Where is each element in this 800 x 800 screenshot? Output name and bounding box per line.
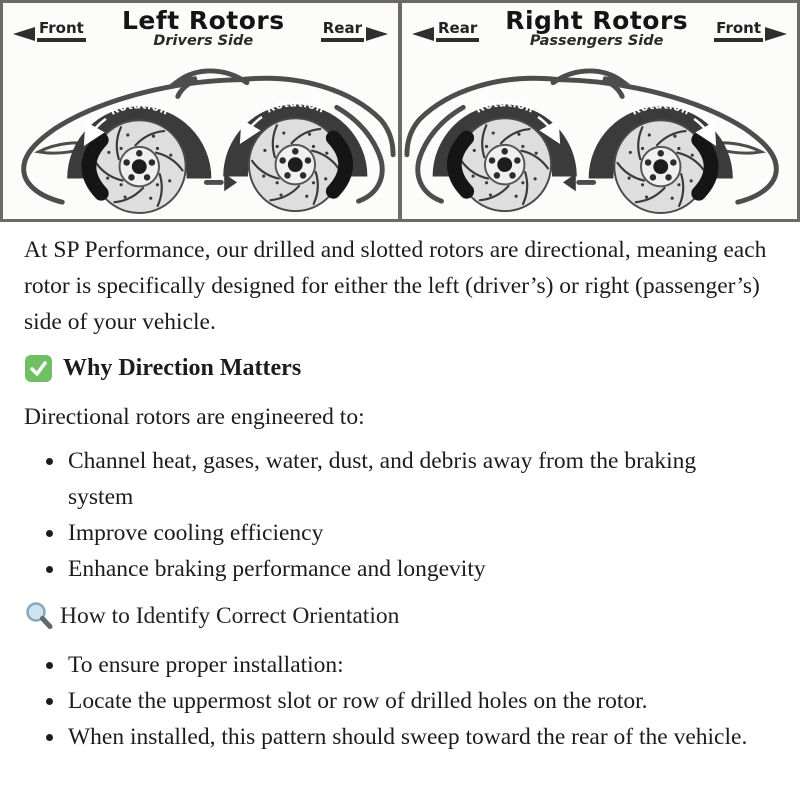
rotation-label: Rotation <box>629 98 693 118</box>
section-heading-identify-orientation <box>24 601 770 631</box>
list-item: • When installed, this pattern should sweep toward the rear of the vehicle. <box>66 719 766 755</box>
direction-label: Rear <box>436 19 479 42</box>
right-panel-header <box>402 3 797 53</box>
rear-direction-indicator <box>412 16 479 42</box>
rotation-label: Rotation <box>263 96 327 116</box>
orientation-steps-list <box>24 647 770 755</box>
list-item: • Channel heat, gases, water, dust, and debris away from the braking system <box>66 443 766 515</box>
list-item: • Locate the uppermost slot or row of drilled holes on the rotor. <box>66 683 766 719</box>
front-direction-indicator <box>714 16 787 42</box>
panel-title: Right Rotors <box>505 6 689 35</box>
intro-paragraph: At SP Performance, our drilled and slotted rotors are directional, meaning each rotor is specifically designed for either the left (driver’s) or right (passenger’s) side of your vehicle. <box>24 237 767 335</box>
rotor-direction-diagram <box>0 0 800 222</box>
list-item: • To ensure proper installation: <box>66 647 766 683</box>
front-wheel-rotor <box>67 98 211 213</box>
right-rotors-panel <box>402 3 797 219</box>
lead-paragraph: Directional rotors are engineered to: <box>24 404 365 430</box>
section-title: How to Identify Correct Orientation <box>60 602 400 629</box>
rear-direction-indicator <box>321 16 388 42</box>
arrow-left-icon <box>412 26 436 42</box>
direction-label: Front <box>37 19 86 42</box>
panel-subtitle: Drivers Side <box>153 33 254 50</box>
arrow-right-icon <box>364 26 388 42</box>
panel-subtitle: Passengers Side <box>529 33 664 50</box>
direction-label: Front <box>714 19 763 42</box>
rotation-label: Rotation <box>473 96 537 116</box>
article-body <box>0 222 800 755</box>
white-check-mark-icon <box>24 354 53 383</box>
rotation-label: Rotation <box>107 98 171 118</box>
left-panel-header <box>3 3 398 53</box>
front-direction-indicator <box>13 16 86 42</box>
section-heading-why-direction-matters <box>24 354 770 383</box>
list-item: • Enhance braking performance and longevity <box>66 551 766 587</box>
left-rotors-panel <box>3 3 402 219</box>
direction-label: Rear <box>321 19 364 42</box>
right-side-car-illustration <box>402 53 797 219</box>
arrow-left-icon <box>13 26 37 42</box>
front-wheel-rotor <box>589 98 733 213</box>
arrow-right-icon <box>763 26 787 42</box>
section-title: Why Direction Matters <box>63 355 302 381</box>
left-side-car-illustration <box>3 53 398 219</box>
benefits-list <box>24 443 770 587</box>
right-panel-titles <box>505 8 688 53</box>
panel-title: Left Rotors <box>121 6 285 35</box>
magnifying-glass-icon <box>24 601 54 631</box>
left-panel-titles <box>122 8 285 53</box>
list-item: • Improve cooling efficiency <box>66 515 766 551</box>
